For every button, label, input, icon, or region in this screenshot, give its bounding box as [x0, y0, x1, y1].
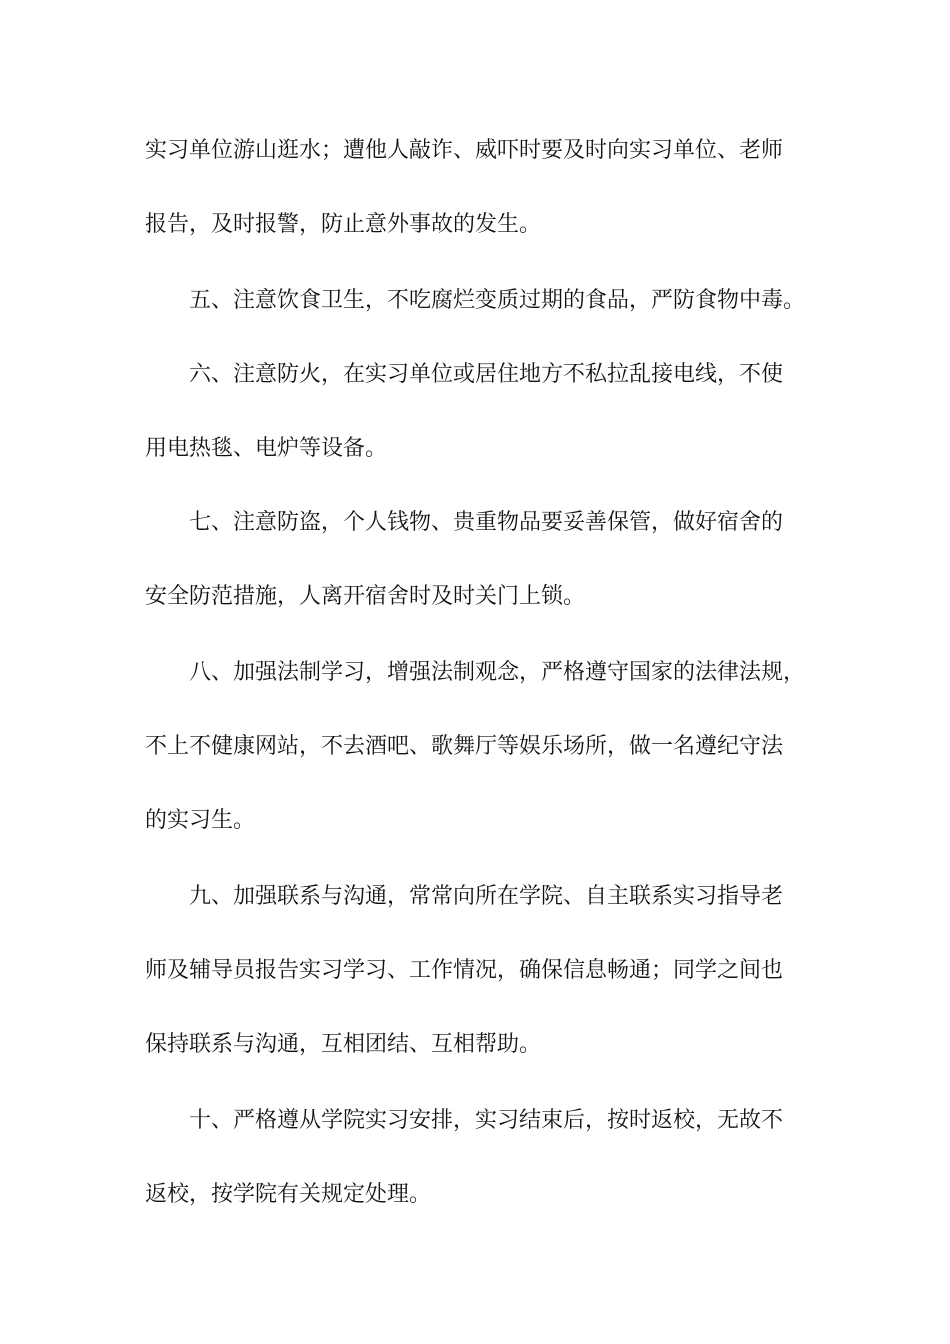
- paragraph-eight-heading-line: 八、加强法制学习，增强法制观念，严格遵守国家的法律法规，: [189, 660, 806, 685]
- paragraph-six-heading-line: 六、注意防火，在实习单位或居住地方不私拉乱接电线，不使: [189, 362, 784, 387]
- text-line: 用电热毯、电炉等设备。: [145, 436, 388, 461]
- text-line: 师及辅导员报告实习学习、工作情况，确保信息畅通；同学之间也: [145, 958, 784, 983]
- text-line: 不上不健康网站，不去酒吧、歌舞厅等娱乐场所，做一名遵纪守法: [145, 734, 784, 759]
- text-line: 返校，按学院有关规定处理。: [145, 1182, 432, 1207]
- text-line: 保持联系与沟通，互相团结、互相帮助。: [145, 1032, 542, 1057]
- text-line: 报告，及时报警，防止意外事故的发生。: [145, 212, 542, 237]
- paragraph-five-heading-line: 五、注意饮食卫生，不吃腐烂变质过期的食品，严防食物中毒。: [189, 288, 806, 313]
- text-line: 实习单位游山逛水；遭他人敲诈、威吓时要及时向实习单位、老师: [145, 138, 784, 163]
- paragraph-ten-heading-line: 十、严格遵从学院实习安排，实习结束后，按时返校，无故不: [189, 1108, 784, 1133]
- text-line: 的实习生。: [145, 808, 256, 833]
- paragraph-seven-heading-line: 七、注意防盗，个人钱物、贵重物品要妥善保管，做好宿舍的: [189, 510, 784, 535]
- paragraph-nine-heading-line: 九、加强联系与沟通，常常向所在学院、自主联系实习指导老: [189, 884, 784, 909]
- text-line: 安全防范措施，人离开宿舍时及时关门上锁。: [145, 584, 586, 609]
